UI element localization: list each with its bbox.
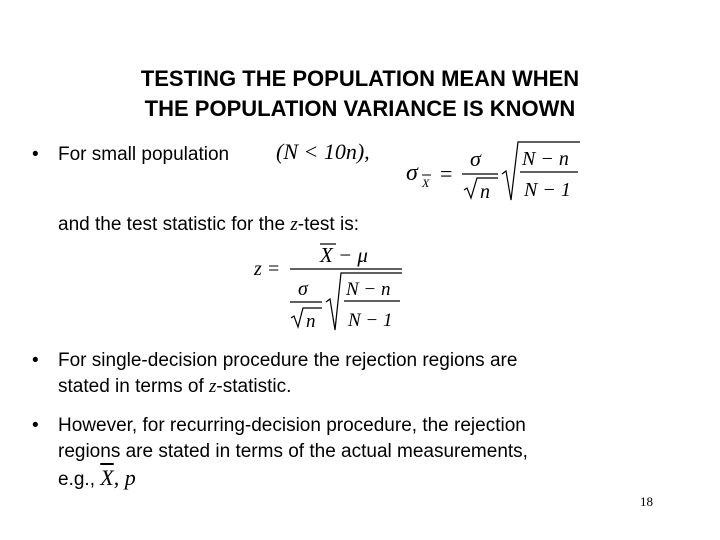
title-line-2: THE POPULATION VARIANCE IS KNOWN — [144, 96, 576, 121]
bullet-3-eg: e.g., — [58, 469, 101, 490]
bullet-2-post: -statistic. — [216, 376, 292, 397]
bullet-1-label: For small population — [58, 144, 230, 165]
bullet-marker: • — [32, 415, 39, 436]
z-lhs: z = — [254, 258, 281, 280]
title-line-1: TESTING THE POPULATION MEAN WHEN — [140, 66, 580, 91]
page-number: 18 — [640, 494, 653, 509]
bullet-2-pre: stated in terms of — [58, 376, 210, 397]
test-statistic-text — [58, 213, 359, 237]
bullet-3-line-1: However, for recurring-decision procedure, the rejection — [58, 415, 526, 436]
bullet-2-line-1: For single-decision procedure the rejection regions are — [58, 350, 518, 371]
sqrt-n-value: n — [480, 181, 490, 203]
minus-mu: − μ — [338, 243, 368, 267]
bullet-2-line-2 — [58, 375, 291, 399]
bullet-marker: • — [32, 144, 39, 165]
bullet-3-line-2: regions are stated in terms of the actual measurements, — [58, 441, 528, 462]
bullet-3-line-3 — [58, 466, 136, 492]
test-statistic-pre: and the test statistic for the — [58, 214, 291, 235]
bullet-2-z-symbol: z — [209, 376, 217, 397]
z-sqrt-n-value: n — [306, 311, 316, 332]
z-fraction-denominator: N − 1 — [348, 310, 393, 331]
bullet-1-text — [58, 143, 229, 167]
bullet-marker: • — [32, 350, 39, 371]
equals-sign: = — [440, 161, 453, 186]
x-bar-example: $\overline{X}$ — [100, 465, 114, 490]
p-example: , p — [113, 465, 136, 490]
z-fraction-numerator: N − n — [346, 279, 391, 300]
sigma-x-subscript: X — [422, 176, 430, 190]
fraction-numerator: N − n — [522, 148, 569, 170]
sigma-denominator: σ — [298, 278, 308, 300]
slide-title — [0, 64, 720, 124]
x-bar-symbol: X — [320, 243, 333, 267]
standard-error-formula — [400, 138, 585, 204]
sigma-numerator: σ — [470, 146, 481, 171]
small-population-condition — [276, 140, 370, 164]
z-symbol: z — [290, 214, 298, 235]
z-statistic-formula — [250, 238, 410, 336]
condition-expression: (N < 10n), — [276, 139, 370, 164]
sigma-x-symbol: σ — [406, 160, 418, 186]
fraction-denominator: N − 1 — [524, 179, 571, 201]
test-statistic-post: -test is: — [297, 214, 359, 235]
